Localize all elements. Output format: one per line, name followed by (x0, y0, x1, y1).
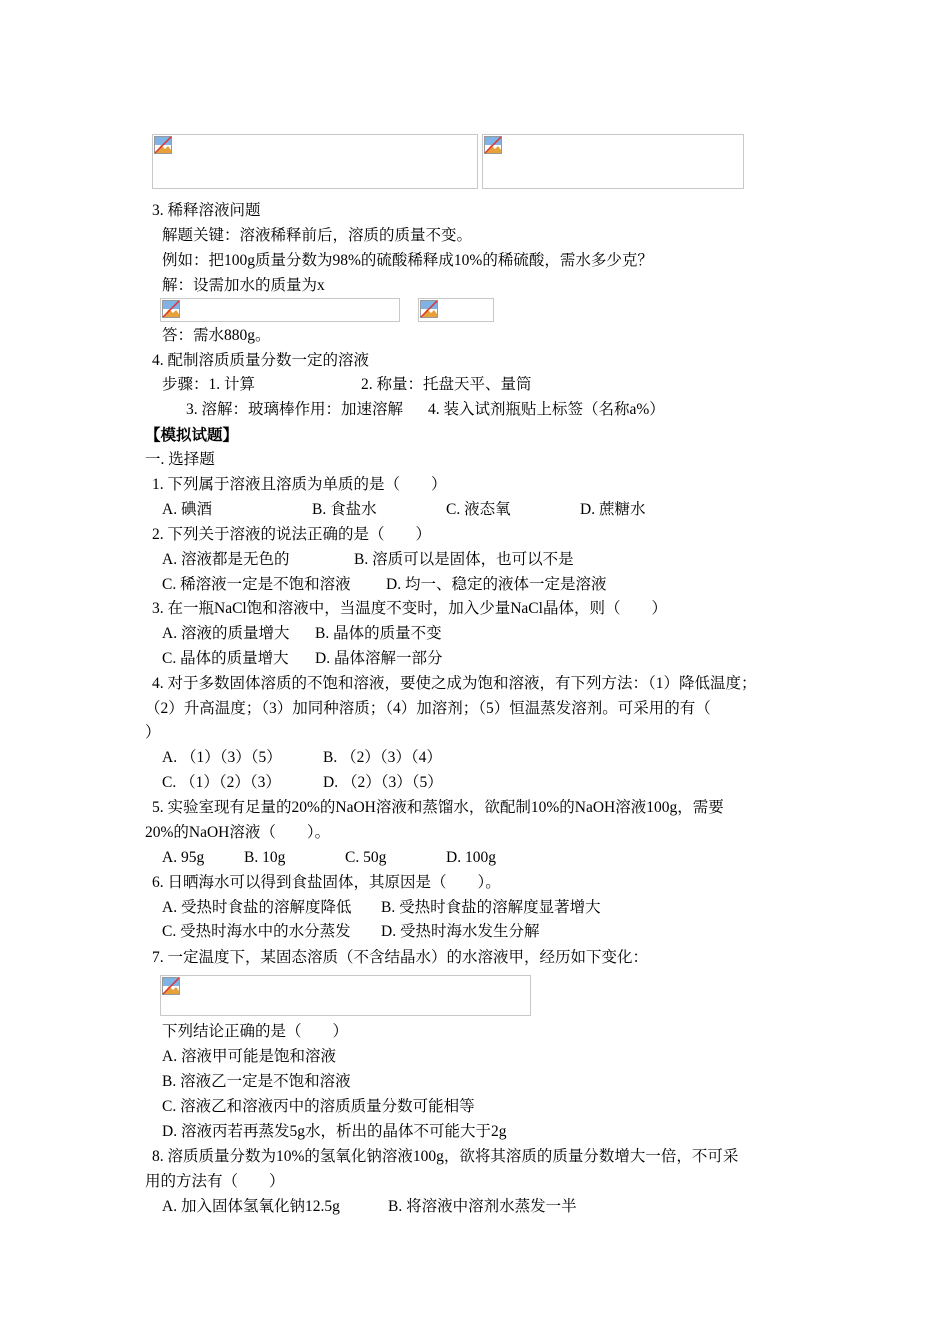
q5-option-a: A. 95g (162, 849, 205, 866)
image-placeholder-3 (160, 298, 400, 322)
q6-option-c: C. 受热时海水中的水分蒸发 (162, 923, 351, 940)
step4: 4. 装入试剂瓶贴上标签（名称a%） (428, 401, 665, 418)
step2: 2. 称量：托盘天平、量筒 (361, 376, 532, 393)
q4-stem-line2: （2）升高温度；（3）加同种溶质；（4）加溶剂；（5）恒温蒸发溶剂。可采用的有（ (145, 700, 711, 717)
q1-option-b: B. 食盐水 (312, 501, 377, 518)
q4-stem-line3: ） (145, 724, 161, 741)
section3-title: 3. 稀释溶液问题 (152, 202, 261, 219)
q1-option-d: D. 蔗糖水 (580, 501, 646, 518)
q3-option-b: B. 晶体的质量不变 (315, 625, 442, 642)
image-placeholder-4 (418, 298, 494, 322)
broken-image-icon (162, 977, 180, 995)
section3-solution: 解：设需加水的质量为x (162, 277, 325, 294)
q4-option-a: A. （1）（3）（5） (162, 749, 282, 766)
q7-stem: 7. 一定温度下，某固态溶质（不含结晶水）的水溶液甲，经历如下变化： (152, 949, 649, 966)
step3: 3. 溶解：玻璃棒作用：加速溶解 (186, 401, 404, 418)
q3-stem: 3. 在一瓶NaCl饱和溶液中，当温度不变时，加入少量NaCl晶体，则（ ） (152, 600, 667, 617)
section4-title: 4. 配制溶质质量分数一定的溶液 (152, 352, 370, 369)
q7-option-d: D. 溶液丙若再蒸发5g水，析出的晶体不可能大于2g (162, 1123, 507, 1140)
q7-option-a: A. 溶液甲可能是饱和溶液 (162, 1048, 336, 1065)
broken-image-icon (484, 136, 502, 154)
broken-image-icon (154, 136, 172, 154)
q5-option-c: C. 50g (345, 849, 387, 866)
section3-answer: 答：需水880g。 (162, 327, 271, 344)
section3-example: 例如：把100g质量分数为98%的硫酸稀释成10%的稀硫酸，需水多少克？ (162, 252, 653, 269)
q5-stem-line1: 5. 实验室现有足量的20%的NaOH溶液和蒸馏水，欲配制10%的NaOH溶液100g，需要 (152, 799, 724, 816)
q8-option-a: A. 加入固体氢氧化钠12.5g (162, 1198, 340, 1215)
q1-option-a: A. 碘酒 (162, 501, 212, 518)
image-placeholder-1 (152, 134, 478, 189)
step1: 步骤：1. 计算 (162, 376, 256, 393)
mock-exam-header: 【模拟试题】 (145, 427, 239, 444)
q5-stem-line2: 20%的NaOH溶液（ ）。 (145, 824, 331, 841)
q7-option-b: B. 溶液乙一定是不饱和溶液 (162, 1073, 351, 1090)
q6-option-b: B. 受热时食盐的溶解度显著增大 (381, 899, 601, 916)
q8-option-b: B. 将溶液中溶剂水蒸发一半 (388, 1198, 577, 1215)
q2-option-c: C. 稀溶液一定是不饱和溶液 (162, 576, 351, 593)
q7-prompt: 下列结论正确的是（ ） (162, 1023, 349, 1040)
q2-stem: 2. 下列关于溶液的说法正确的是（ ） (152, 526, 432, 543)
q1-option-c: C. 液态氧 (446, 501, 511, 518)
q2-option-a: A. 溶液都是无色的 (162, 551, 290, 568)
q6-stem: 6. 日晒海水可以得到食盐固体，其原因是（ ）。 (152, 874, 501, 891)
section3-key: 解题关键：溶液稀释前后，溶质的质量不变。 (162, 227, 473, 244)
q2-option-b: B. 溶质可以是固体，也可以不是 (354, 551, 574, 568)
q5-option-b: B. 10g (244, 849, 286, 866)
q4-option-c: C. （1）（2）（3） (162, 774, 281, 791)
q3-option-c: C. 晶体的质量增大 (162, 650, 289, 667)
image-placeholder-5 (160, 975, 531, 1016)
q6-option-a: A. 受热时食盐的溶解度降低 (162, 899, 352, 916)
q8-stem-line2: 用的方法有（ ） (145, 1173, 285, 1190)
q5-option-d: D. 100g (446, 849, 496, 866)
part1-title: 一. 选择题 (145, 451, 215, 468)
image-placeholder-2 (482, 134, 744, 189)
broken-image-icon (162, 300, 180, 318)
q3-option-d: D. 晶体溶解一部分 (315, 650, 443, 667)
q7-option-c: C. 溶液乙和溶液丙中的溶质质量分数可能相等 (162, 1098, 475, 1115)
q4-option-b: B. （2）（3）（4） (323, 749, 442, 766)
q2-option-d: D. 均一、稳定的液体一定是溶液 (386, 576, 607, 593)
q4-stem-line1: 4. 对于多数固体溶质的不饱和溶液，要使之成为饱和溶液，有下列方法：（1）降低温度； (152, 675, 757, 692)
broken-image-icon (420, 300, 438, 318)
q6-option-d: D. 受热时海水发生分解 (381, 923, 540, 940)
q3-option-a: A. 溶液的质量增大 (162, 625, 290, 642)
q8-stem-line1: 8. 溶质质量分数为10%的氢氧化钠溶液100g，欲将其溶质的质量分数增大一倍，不可采 (152, 1148, 739, 1165)
q4-option-d: D. （2）（3）（5） (323, 774, 443, 791)
q1-stem: 1. 下列属于溶液且溶质为单质的是（ ） (152, 476, 447, 493)
